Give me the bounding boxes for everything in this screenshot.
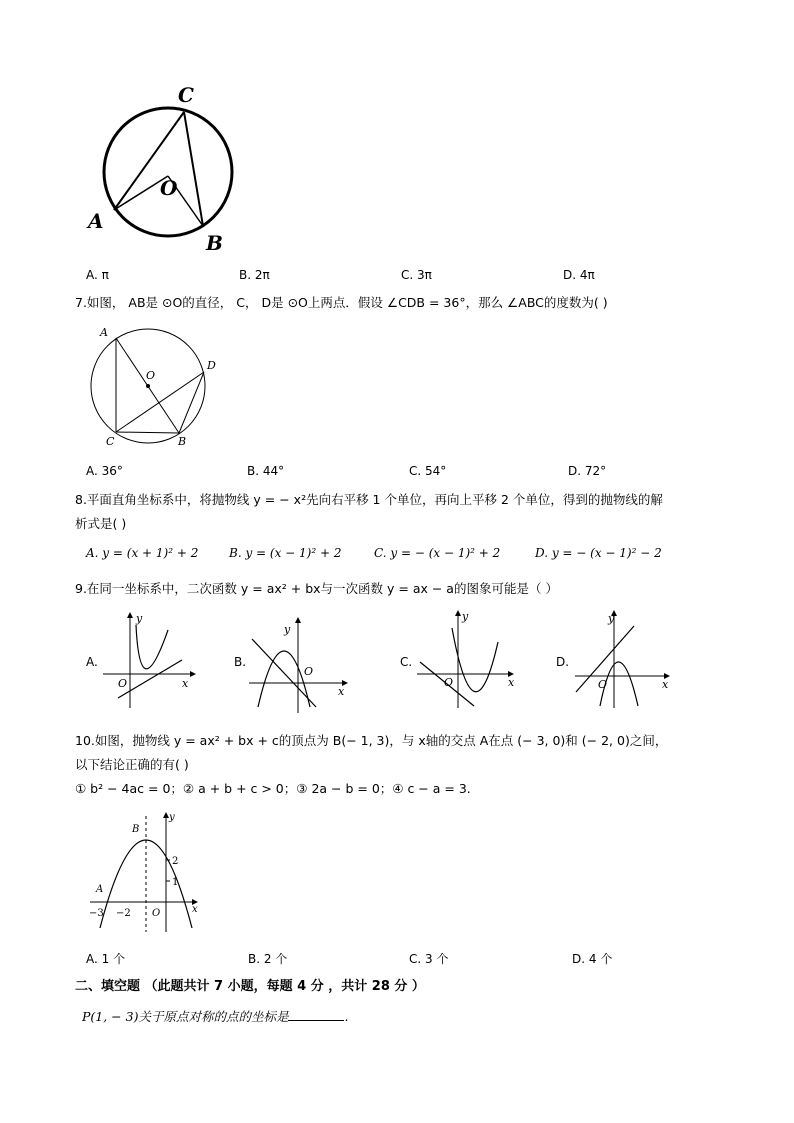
q10-label-o: O	[152, 908, 161, 919]
q9d-origin: O	[598, 678, 608, 691]
q9b-axis-x: x	[338, 685, 345, 698]
q9-option-a-letter: A.	[86, 655, 98, 669]
q9-option-c-letter: C.	[400, 655, 413, 669]
q8-option-b: B. y = (x − 1)² + 2	[229, 546, 342, 560]
q8-option-c: C. y = − (x − 1)² + 2	[374, 546, 501, 560]
q10-option-a: A. 1 个	[86, 952, 126, 966]
q7-option-a: A. 36°	[86, 464, 123, 478]
q10-figure	[86, 808, 206, 938]
q7-option-d: D. 72°	[568, 464, 607, 478]
q9-graph-b	[244, 615, 354, 715]
q11-answer-blank[interactable]	[288, 1008, 344, 1021]
q10-label-m2: −2	[116, 908, 131, 919]
q6-label-a: A	[88, 209, 104, 233]
q9a-origin: O	[118, 677, 128, 690]
q9a-axis-y: y	[136, 612, 143, 625]
q9c-axis-y: y	[462, 610, 469, 623]
q8-stem-line1: 8.平面直角坐标系中，将抛物线 y = − x²先向右平移 1 个单位，再向上平移 2 个单位，得到的抛物线的解	[75, 492, 663, 507]
q9b-axis-y: y	[284, 623, 291, 636]
q7-label-b: B	[178, 435, 187, 448]
q9c-origin: O	[444, 676, 454, 689]
q9-option-b-letter: B.	[234, 655, 247, 669]
q9-graph-a	[98, 610, 198, 710]
q10-label-1: 1	[172, 877, 179, 888]
q8-stem-line2: 析式是( )	[75, 516, 127, 531]
q6-option-c: C. 3π	[401, 268, 432, 282]
q11-prefix: P(1, − 3)关于原点对称的点的坐标是	[82, 1009, 289, 1024]
q7-figure	[86, 322, 226, 452]
q6-option-b: B. 2π	[239, 268, 270, 282]
q10-statements: ① b² − 4ac = 0；② a + b + c > 0；③ 2a − b = 0；④ c − a = 3.	[75, 781, 471, 796]
q10-option-b: B. 2 个	[248, 952, 288, 966]
q10-label-y: y	[169, 812, 175, 823]
q8-option-a: A. y = (x + 1)² + 2	[86, 546, 199, 560]
q10-option-d: D. 4 个	[572, 952, 613, 966]
q6-option-a: A. π	[86, 268, 109, 282]
q6-figure	[82, 80, 242, 255]
q6-label-o: O	[160, 176, 178, 200]
q8-option-d: D. y = − (x − 1)² − 2	[535, 546, 662, 560]
q7-label-o: O	[146, 369, 156, 382]
q10-option-c: C. 3 个	[409, 952, 449, 966]
q11-suffix: .	[344, 1009, 349, 1024]
q7-label-d: D	[207, 359, 216, 372]
q9-graph-c	[412, 608, 522, 713]
q6-option-d: D. 4π	[563, 268, 595, 282]
q9d-axis-x: x	[662, 678, 669, 691]
q7-stem: 7.如图， AB是 ⊙O的直径， C， D是 ⊙O上两点．假设 ∠CDB = 36°，那么 ∠ABC的度数为( )	[75, 295, 608, 310]
q7-label-c: C	[106, 435, 115, 448]
q10-stem-line2: 以下结论正确的有( )	[75, 757, 189, 772]
q9-option-d-letter: D.	[556, 655, 570, 669]
q10-label-x: x	[192, 904, 198, 915]
q6-label-b: B	[206, 231, 223, 255]
q10-label-a: A	[96, 884, 104, 895]
q10-label-b: B	[132, 824, 140, 835]
q9-stem: 9.在同一坐标系中，二次函数 y = ax² + bx与一次函数 y = ax − a的图象可能是（ ）	[75, 581, 558, 596]
q7-option-b: B. 44°	[247, 464, 285, 478]
q7-label-a: A	[100, 326, 108, 339]
q10-label-m3: −3	[89, 908, 104, 919]
q6-circle	[104, 108, 232, 236]
q6-label-c: C	[178, 83, 194, 107]
q9c-axis-x: x	[508, 676, 515, 689]
section2-heading: 二、填空题 （此题共计 7 小题，每题 4 分 ，共计 28 分 ）	[75, 979, 425, 994]
q7-option-c: C. 54°	[409, 464, 447, 478]
q9a-axis-x: x	[182, 677, 189, 690]
q10-stem-line1: 10.如图，抛物线 y = ax² + bx + c的顶点为 B(− 1, 3)，与 x轴的交点 A在点 (− 3, 0)和 (− 2, 0)之间，	[75, 733, 668, 748]
q9-graph-d	[570, 608, 680, 713]
q11-stem	[82, 1007, 348, 1025]
q9d-axis-y: y	[608, 612, 615, 625]
q10-label-2: 2	[172, 856, 179, 867]
q9b-origin: O	[304, 665, 314, 678]
